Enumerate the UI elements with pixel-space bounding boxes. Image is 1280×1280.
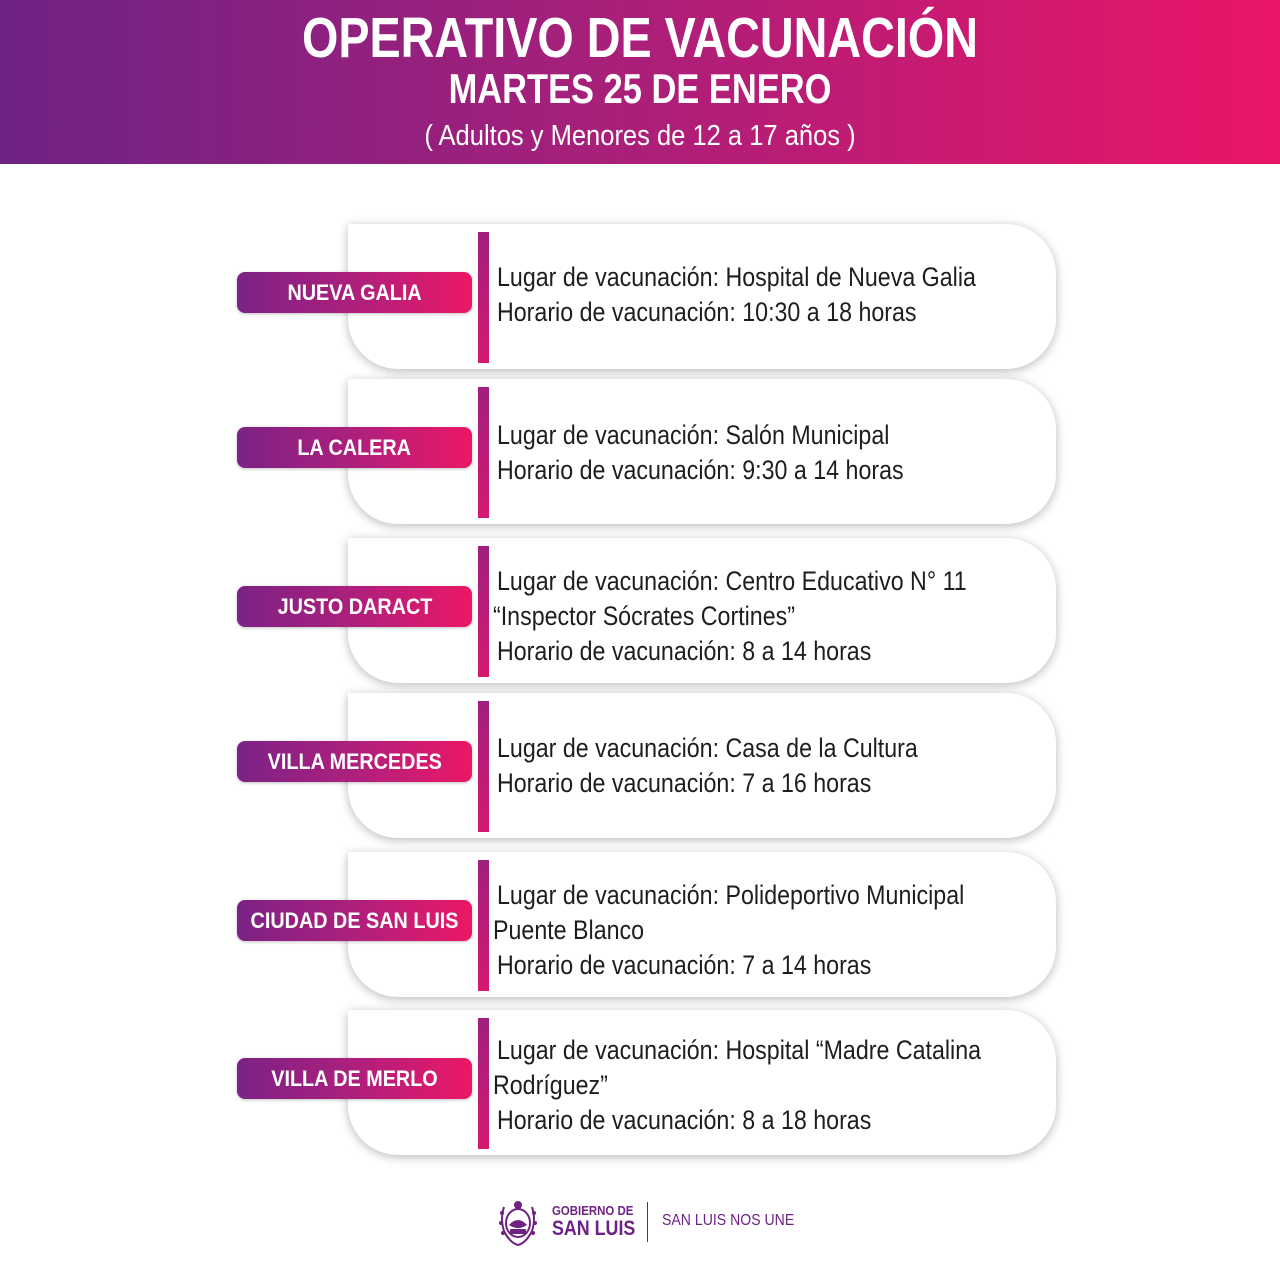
place-line-continued: Puente Blanco bbox=[493, 915, 645, 945]
card-divider bbox=[478, 701, 489, 832]
card-divider bbox=[478, 1018, 489, 1149]
location-name-badge: CIUDAD DE SAN LUIS bbox=[237, 900, 472, 941]
place-line: Lugar de vacunación: Polideportivo Municipal bbox=[497, 880, 965, 910]
place-line: Lugar de vacunación: Hospital “Madre Catalina bbox=[497, 1035, 982, 1065]
government-label: GOBIERNO DE bbox=[552, 1203, 634, 1218]
page-subtitle: MARTES 25 DE ENERO bbox=[448, 65, 832, 112]
card-divider bbox=[478, 387, 489, 518]
location-name-badge: VILLA MERCEDES bbox=[237, 741, 472, 782]
schedule-line: Horario de vacunación: 7 a 16 horas bbox=[497, 768, 872, 798]
place-line: Lugar de vacunación: Hospital de Nueva Galia bbox=[497, 262, 976, 292]
card-divider bbox=[478, 546, 489, 677]
page-title: OPERATIVO DE VACUNACIÓN bbox=[301, 6, 979, 70]
audience-note: ( Adultos y Menores de 12 a 17 años ) bbox=[424, 120, 856, 152]
place-line-continued: Rodríguez” bbox=[493, 1070, 608, 1100]
place-line: Lugar de vacunación: Salón Municipal bbox=[497, 420, 890, 450]
location-name-badge: LA CALERA bbox=[237, 427, 472, 468]
location-name-badge: NUEVA GALIA bbox=[237, 272, 472, 313]
card-divider bbox=[478, 860, 489, 991]
header-banner bbox=[0, 0, 1280, 164]
location-info bbox=[497, 731, 1037, 801]
location-info bbox=[493, 564, 1037, 669]
footer-divider bbox=[647, 1202, 648, 1242]
place-line: Lugar de vacunación: Casa de la Cultura bbox=[497, 733, 918, 763]
location-name-badge: VILLA DE MERLO bbox=[237, 1058, 472, 1099]
location-name-badge: JUSTO DARACT bbox=[237, 586, 472, 627]
location-info bbox=[493, 1033, 1037, 1138]
location-info bbox=[493, 878, 1037, 983]
card-divider bbox=[478, 232, 489, 363]
schedule-line: Horario de vacunación: 8 a 18 horas bbox=[497, 1105, 872, 1135]
location-info bbox=[497, 260, 1037, 330]
schedule-line: Horario de vacunación: 10:30 a 18 horas bbox=[497, 297, 917, 327]
footer bbox=[0, 1196, 1280, 1256]
slogan: SAN LUIS NOS UNE bbox=[662, 1212, 795, 1229]
place-line: Lugar de vacunación: Centro Educativo N° 11 bbox=[497, 566, 967, 596]
san-luis-emblem-icon bbox=[498, 1199, 538, 1247]
location-info bbox=[497, 418, 1037, 488]
place-line-continued: “Inspector Sócrates Cortines” bbox=[493, 601, 795, 631]
government-name: SAN LUIS bbox=[552, 1217, 636, 1240]
schedule-line: Horario de vacunación: 7 a 14 horas bbox=[497, 950, 872, 980]
schedule-line: Horario de vacunación: 9:30 a 14 horas bbox=[497, 455, 904, 485]
schedule-line: Horario de vacunación: 8 a 14 horas bbox=[497, 636, 872, 666]
